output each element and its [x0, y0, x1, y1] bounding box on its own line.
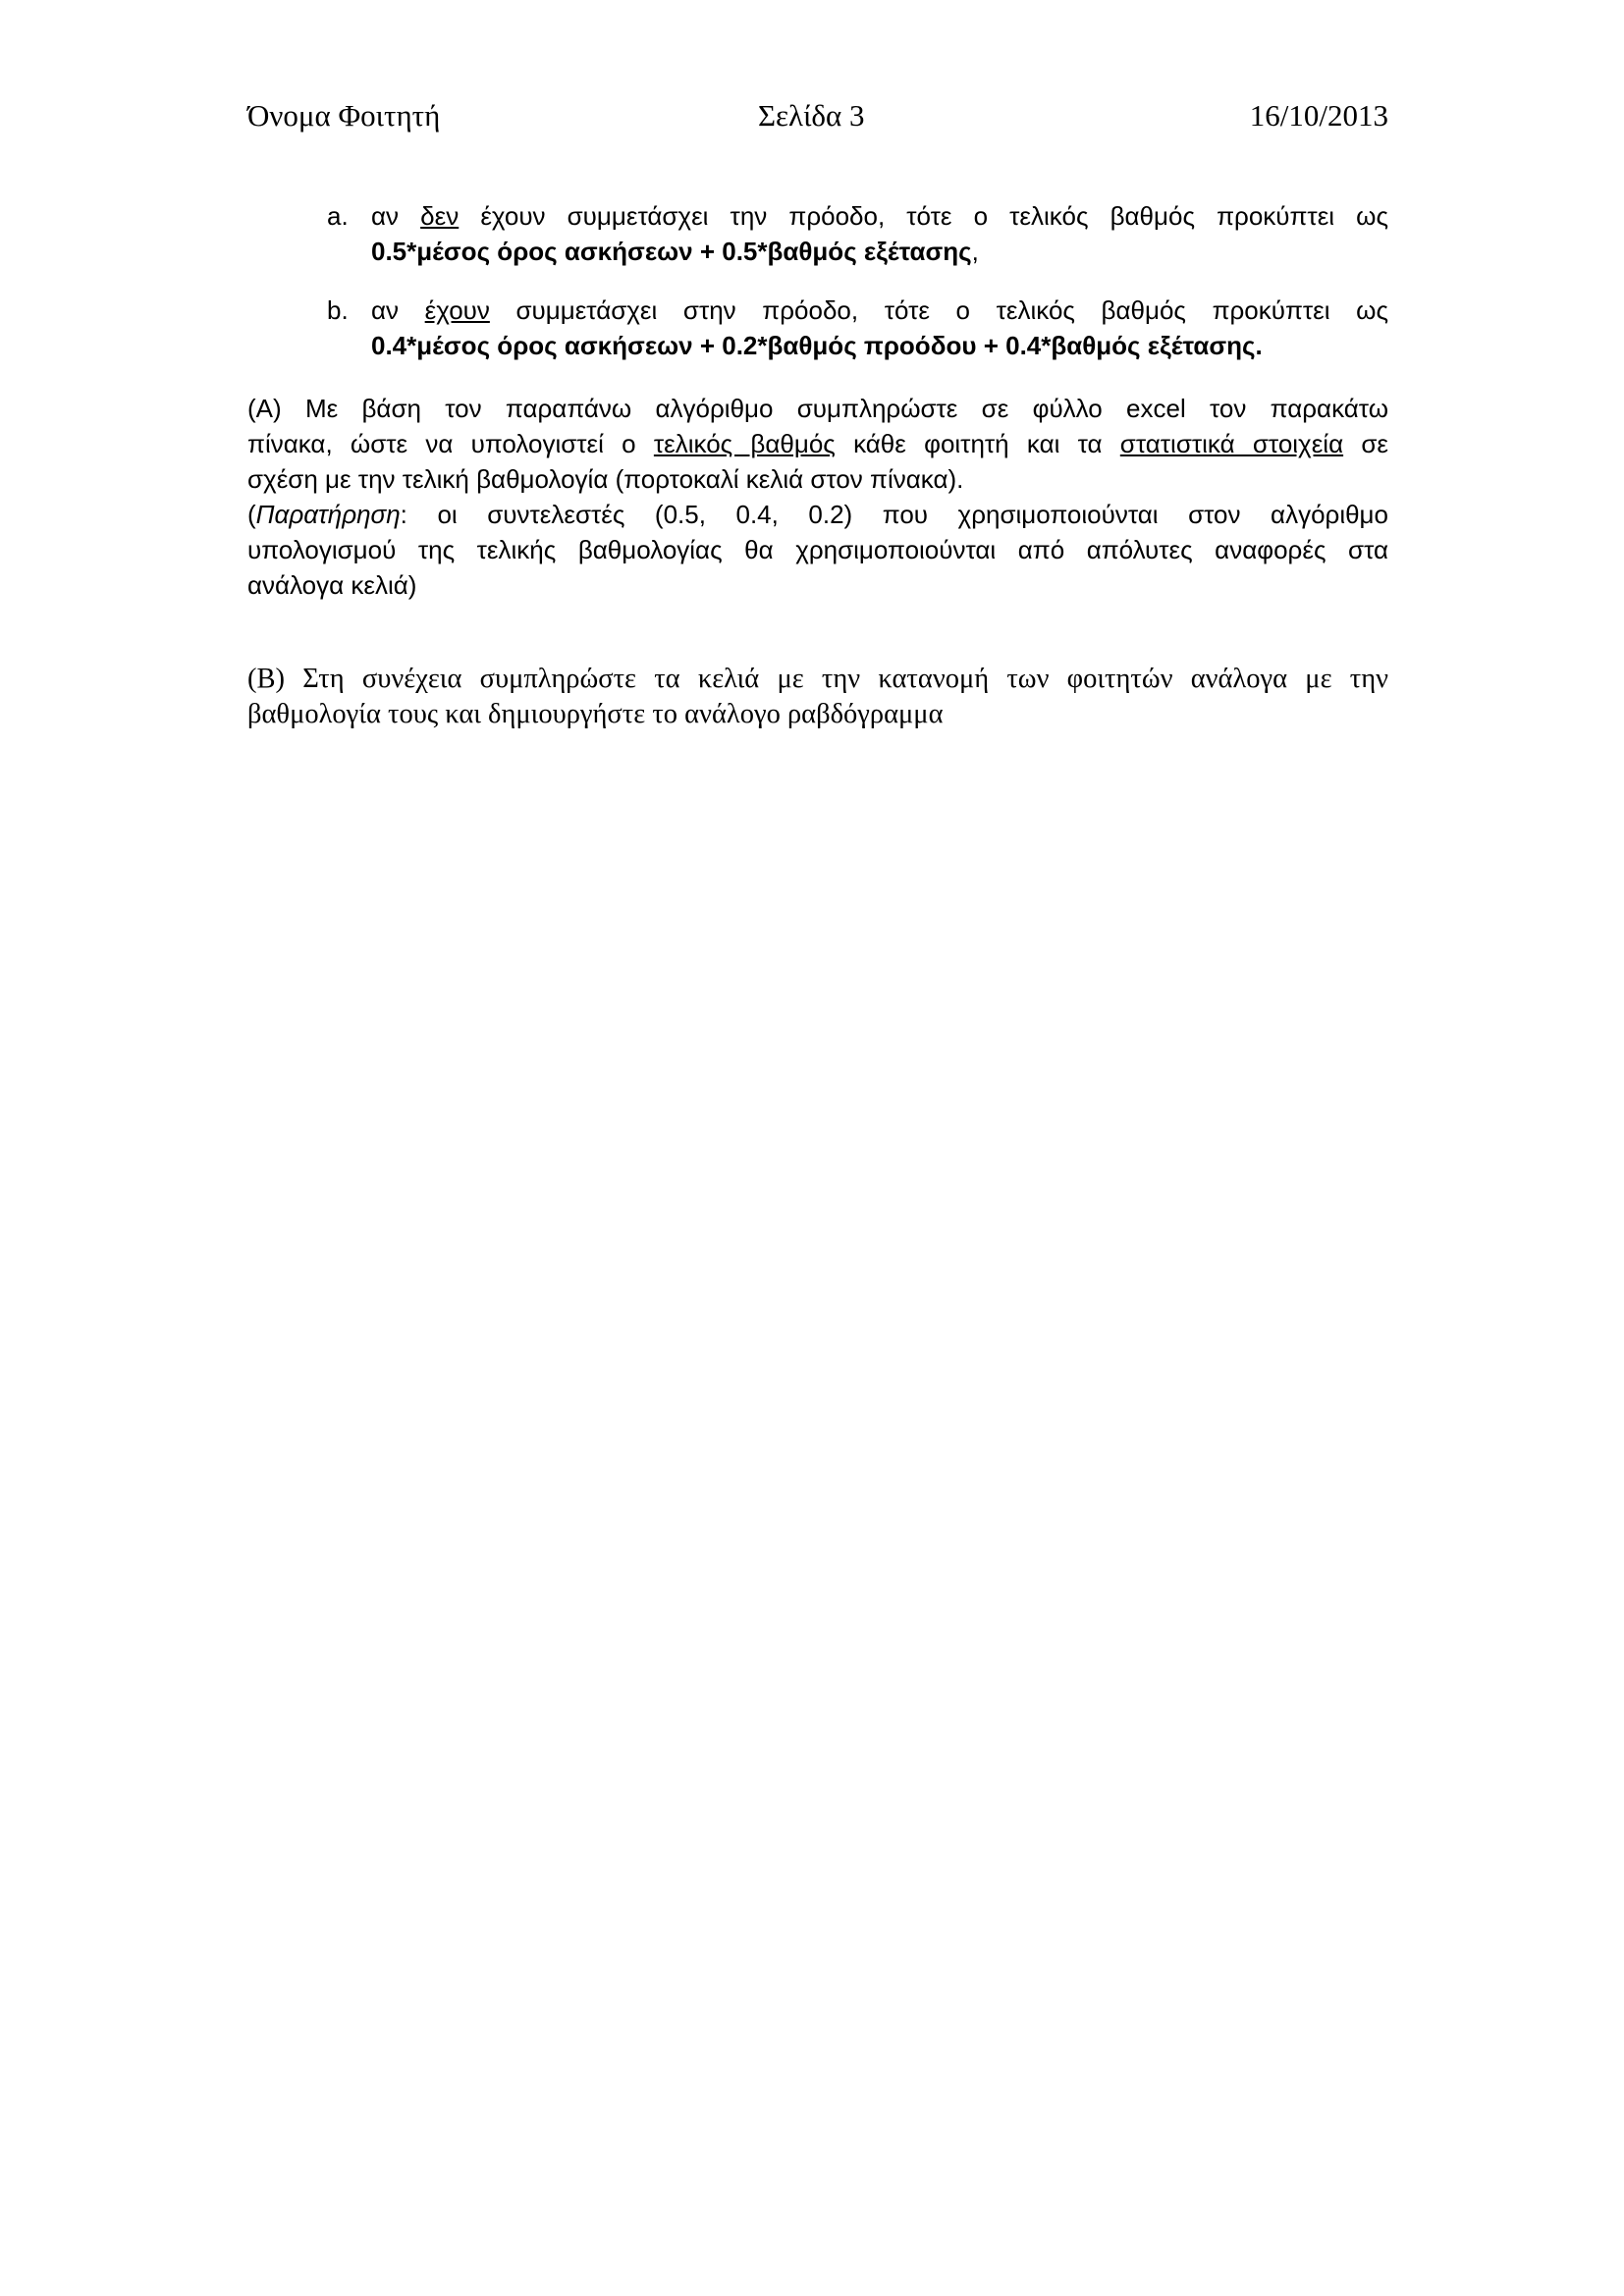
- rule-a-formula-tail: ,: [971, 237, 979, 266]
- part-a-line-2-pre: πίνακα, ώστε να υπολογιστεί ο: [247, 429, 654, 458]
- list-marker-b: b.: [327, 295, 349, 325]
- final-grade-term: τελικός βαθμός: [653, 429, 836, 458]
- part-a-line-2-mid: κάθε φοιτητή και τα: [835, 429, 1120, 458]
- student-name-label: Όνομα Φοιτητή: [247, 98, 441, 133]
- statistics-term: στατιστικά στοιχεία: [1119, 429, 1344, 458]
- list-item-b: [327, 293, 1388, 363]
- header-date: 16/10/2013: [1249, 98, 1388, 133]
- rule-a-pre: αν: [371, 201, 421, 231]
- rule-b-condition: [371, 293, 1388, 328]
- part-a-line-3: σχέση με την τελική βαθμολογία (πορτοκαλί κελιά στον πίνακα).: [247, 464, 964, 494]
- note-line-1: [247, 497, 1388, 532]
- rule-a-formula-line: [371, 234, 1388, 269]
- rule-a-underlined: δεν: [420, 201, 460, 231]
- rule-b-formula: 0.4*μέσος όρος ασκήσεων + 0.2*βαθμός προόδου + 0.4*βαθμός εξέτασης.: [371, 331, 1263, 360]
- grading-rules-list: [327, 198, 1388, 363]
- note-line-2: υπολογισμού της τελικής βαθμολογίας θα χρησιμοποιούνται από απόλυτες αναφορές στα: [247, 535, 1388, 564]
- rule-b-underlined: έχουν: [424, 295, 490, 325]
- list-marker-a: a.: [327, 201, 349, 231]
- rule-a-condition: [371, 198, 1388, 234]
- note-line-1-rest: : οι συντελεστές (0.5, 0.4, 0.2) που χρησιμοποιούνται στον αλγόριθμο: [400, 500, 1388, 529]
- note-open-paren: (: [247, 500, 256, 529]
- rule-b-pre: αν: [371, 295, 425, 325]
- list-item-a: [327, 198, 1388, 269]
- page-header: [247, 98, 1388, 137]
- part-a-line-2-post: σε: [1343, 429, 1388, 458]
- rule-a-formula: 0.5*μέσος όρος ασκήσεων + 0.5*βαθμός εξέτασης: [371, 237, 972, 266]
- rule-b-post: συμμετάσχει στην πρόοδο, τότε ο τελικός βαθμός προκύπτει ως: [489, 295, 1388, 325]
- note-line-3: ανάλογα κελιά): [247, 570, 417, 600]
- page-number: Σελίδα 3: [758, 98, 865, 133]
- part-b-line-1: (Β) Στη συνέχεια συμπληρώστε τα κελιά με την κατανομή των φοιτητών ανάλογα με την: [247, 664, 1388, 694]
- part-a-line-2: [247, 426, 1388, 461]
- part-b-line-2: βαθμολογία τους και δημιουργήστε το ανάλογο ραβδόγραμμα: [247, 699, 944, 729]
- part-b-paragraph: [247, 662, 1388, 732]
- part-a-paragraph: [247, 391, 1388, 603]
- part-a-line-1: (Α) Με βάση τον παραπάνω αλγόριθμο συμπληρώστε σε φύλλο excel τον παρακάτω: [247, 394, 1388, 423]
- note-label: Παρατήρηση: [255, 500, 401, 529]
- rule-a-post: έχουν συμμετάσχει την πρόοδο, τότε ο τελικός βαθμός προκύπτει ως: [459, 201, 1388, 231]
